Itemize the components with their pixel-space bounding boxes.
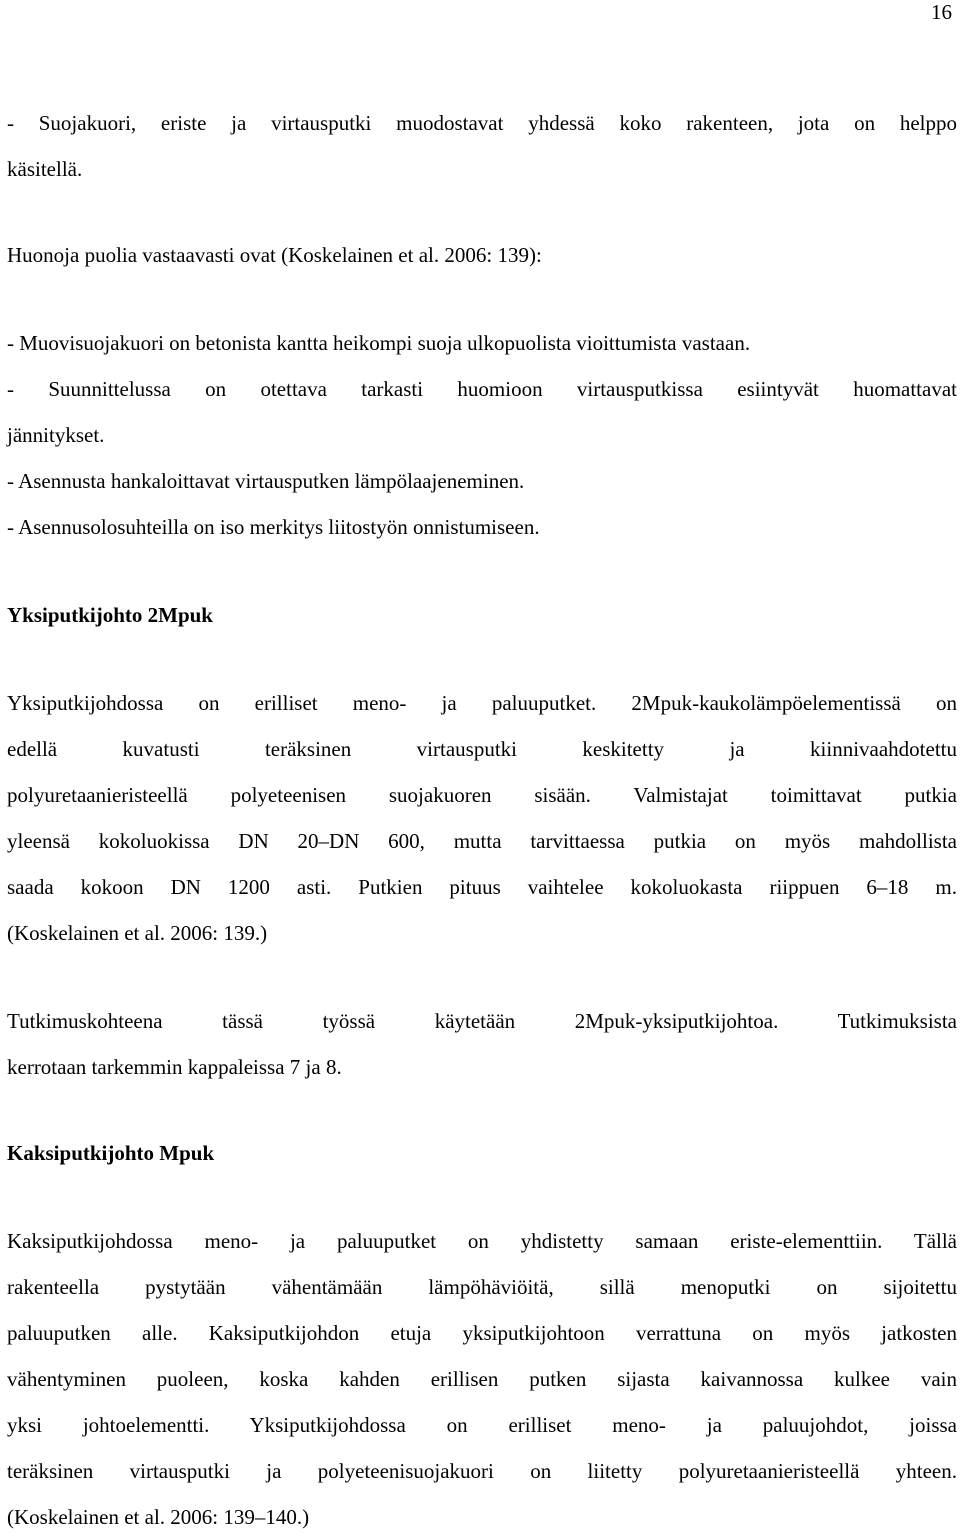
section1-paragraph1 <box>7 680 957 956</box>
paragraph-line: (Koskelainen et al. 2006: 139–140.) <box>7 1505 310 1529</box>
section-heading-yksiputkijohto <box>7 592 957 638</box>
list-item: - Muovisuojakuori on betonista kantta heikompi suoja ulkopuolista vioittumista vastaan. <box>7 331 751 355</box>
section-heading: Kaksiputkijohto Mpuk <box>7 1141 215 1165</box>
paragraph-line: Tutkimuskohteena tässä työssä käytetään 2Mpuk-yksiputkijohtoa. Tutkimuksista <box>7 1009 957 1033</box>
paragraph-line: teräksinen virtausputki ja polyeteenisuojakuori on liitetty polyuretaanieristeellä yhteen. <box>7 1459 957 1483</box>
section1-paragraph2 <box>7 998 957 1090</box>
paragraph-line: rakenteella pystytään vähentämään lämpöhäviöitä, sillä menoputki on sijoitettu <box>7 1275 957 1299</box>
paragraph-line: Yksiputkijohdossa on erilliset meno- ja paluuputket. 2Mpuk-kaukolämpöelementissä on <box>7 691 957 715</box>
intro-sentence: Huonoja puolia vastaavasti ovat (Koskelainen et al. 2006: 139): <box>7 243 542 267</box>
paragraph-line: yksi johtoelementti. Yksiputkijohdossa on erilliset meno- ja paluujohdot, joissa <box>7 1413 957 1437</box>
section-heading: Yksiputkijohto 2Mpuk <box>7 603 213 627</box>
paragraph-line: (Koskelainen et al. 2006: 139.) <box>7 921 268 945</box>
paragraph-line: vähentyminen puoleen, koska kahden erillisen putken sijasta kaivannossa kulkee vain <box>7 1367 957 1391</box>
list-item: - Suunnittelussa on otettava tarkasti huomioon virtausputkissa esiintyvät huomattavat <box>7 377 957 401</box>
paragraph-line: saada kokoon DN 1200 asti. Putkien pituus vaihtelee kokoluokasta riippuen 6–18 m. <box>7 875 957 899</box>
paragraph-line: polyuretaanieristeellä polyeteenisen suojakuoren sisään. Valmistajat toimittavat putkia <box>7 783 957 807</box>
paragraph-line: yleensä kokoluokissa DN 20–DN 600, mutta tarvittaessa putkia on myös mahdollista <box>7 829 957 853</box>
paragraph-line: edellä kuvatusti teräksinen virtausputki keskitetty ja kiinnivaahdotettu <box>7 737 957 761</box>
list-item: - Asennusolosuhteilla on iso merkitys liitostyön onnistumiseen. <box>7 515 540 539</box>
list-item-continuation: käsitellä. <box>7 157 83 181</box>
paragraph-line: paluuputken alle. Kaksiputkijohdon etuja yksiputkijohtoon verrattuna on myös jatkosten <box>7 1321 957 1345</box>
list-item-continuation: jännitykset. <box>7 423 105 447</box>
section-heading-kaksiputkijohto <box>7 1130 957 1176</box>
list-item: - Asennusta hankaloittavat virtausputken lämpölaajeneminen. <box>7 469 525 493</box>
paragraph-line: kerrotaan tarkemmin kappaleissa 7 ja 8. <box>7 1055 342 1079</box>
pros-list <box>7 100 957 192</box>
cons-list <box>7 320 957 550</box>
section2-paragraph1 <box>7 1218 957 1540</box>
cons-intro <box>7 232 957 278</box>
paragraph-line: Kaksiputkijohdossa meno- ja paluuputket on yhdistetty samaan eriste-elementtiin. Tällä <box>7 1229 957 1253</box>
page-number: 16 <box>931 0 952 24</box>
list-item: - Suojakuori, eriste ja virtausputki muodostavat yhdessä koko rakenteen, jota on helppo <box>7 111 957 135</box>
